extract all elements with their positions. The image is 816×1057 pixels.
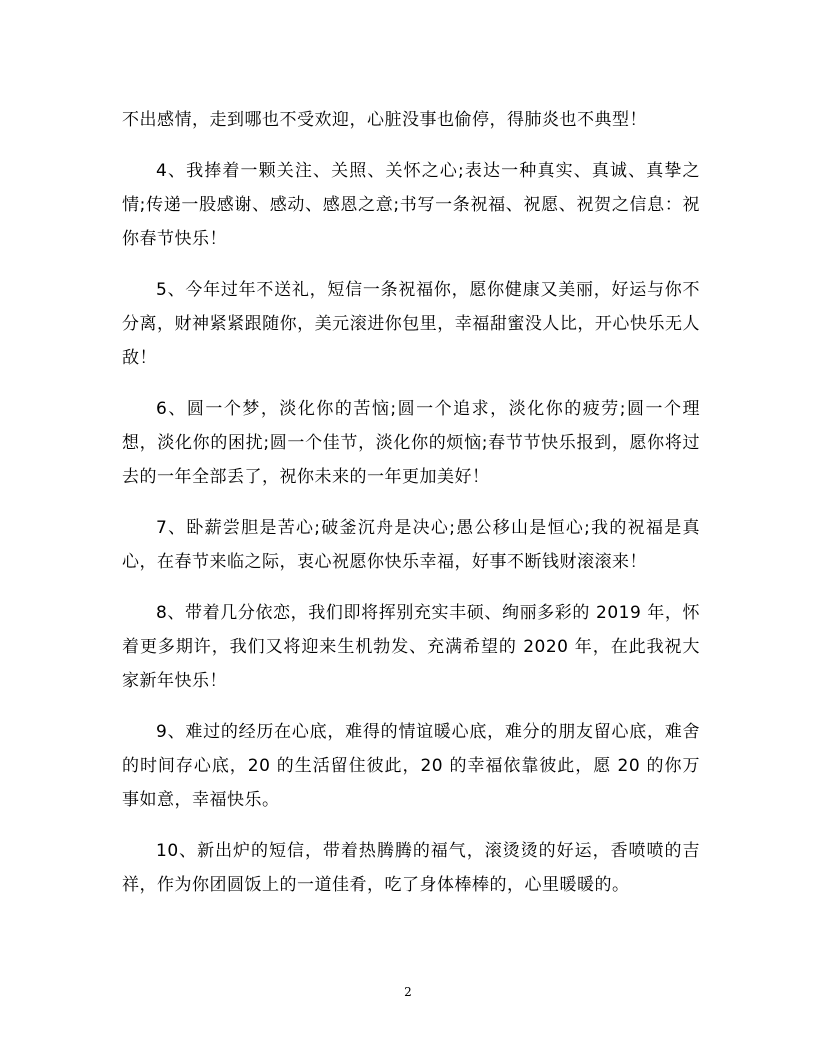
paragraph-item-8: 8、带着几分依恋，我们即将挥别充实丰硕、绚丽多彩的 2019 年，怀着更多期许，我们又将迎来生机勃发、充满希望的 2020 年，在此我祝大家新年快乐！ [122, 603, 700, 691]
page-number: 2 [404, 985, 412, 999]
paragraph-item-9: 9、难过的经历在心底，难得的情谊暖心底，难分的朋友留心底，难舍的时间存心底，20 的生活留住彼此，20 的幸福依靠彼此，愿 20 的你万事如意，幸福快乐。 [122, 722, 700, 810]
paragraph-continued: 不出感情，走到哪也不受欢迎，心脏没事也偷停，得肺炎也不典型！ [122, 110, 647, 130]
paragraph-item-7: 7、卧薪尝胆是苦心;破釜沉舟是决心;愚公移山是恒心;我的祝福是真心，在春节来临之际，衷心祝愿你快乐幸福，好事不断钱财滚滚来！ [122, 518, 700, 572]
paragraph-item-4: 4、我捧着一颗关注、关照、关怀之心;表达一种真实、真诚、真挚之情;传递一股感谢、感动、感恩之意;书写一条祝福、祝愿、祝贺之信息：祝你春节快乐！ [122, 161, 700, 249]
paragraph-item-6: 6、圆一个梦，淡化你的苦恼;圆一个追求，淡化你的疲劳;圆一个理想，淡化你的困扰;圆一个佳节，淡化你的烦恼;春节节快乐报到，愿你将过去的一年全部丢了，祝你未来的一年更加美好！ [122, 399, 700, 487]
document-body [122, 103, 700, 902]
paragraph-item-5: 5、今年过年不送礼，短信一条祝福你，愿你健康又美丽，好运与你不分离，财神紧紧跟随你，美元滚进你包里，幸福甜蜜没人比，开心快乐无人敌！ [122, 280, 700, 368]
paragraph-item-10: 10、新出炉的短信，带着热腾腾的福气，滚烫烫的好运，香喷喷的吉祥，作为你团圆饭上的一道佳肴，吃了身体棒棒的，心里暖暖的。 [122, 841, 700, 895]
